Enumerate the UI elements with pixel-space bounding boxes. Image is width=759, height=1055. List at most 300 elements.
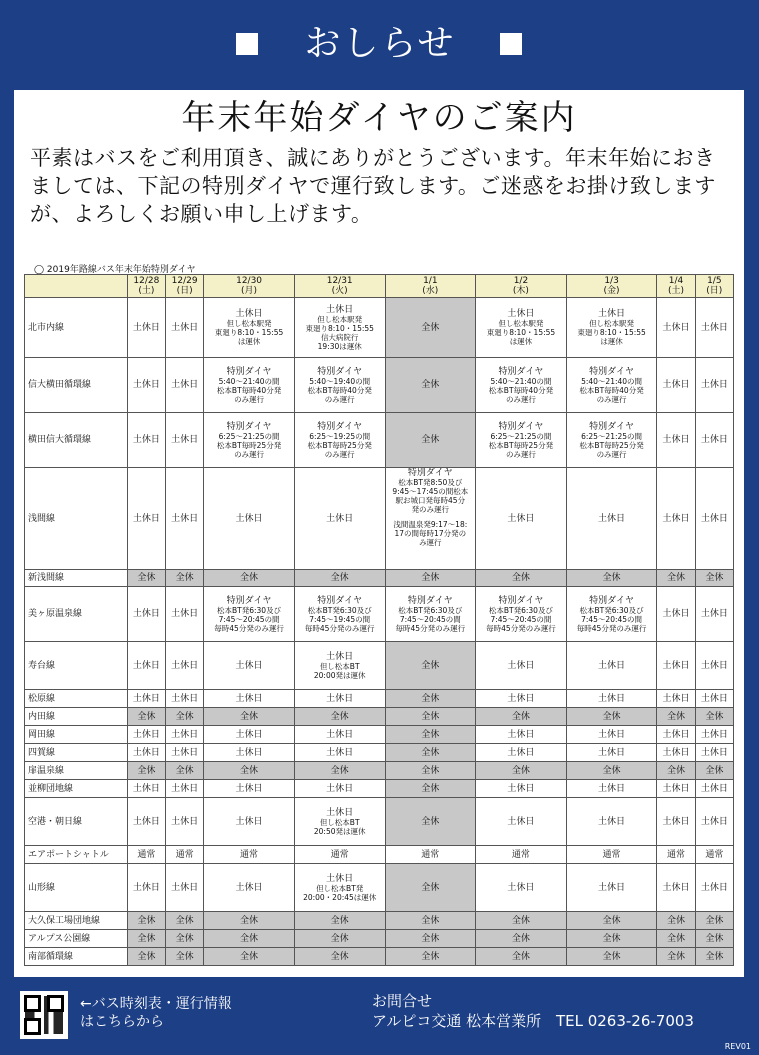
route-name: 岡田線 [25,726,128,744]
schedule-cell [204,948,295,966]
cell-text: 土休日 [235,816,263,827]
route-name: 寿台線 [25,642,128,690]
schedule-cell [127,846,165,864]
cell-text: 但し松本BT [319,661,360,671]
cell-text: 松本BT毎時40分発 [488,385,554,395]
schedule-cell [165,298,203,358]
cell-text: 6:25～21:25の間 [218,431,280,441]
schedule-cell [165,780,203,798]
cell-text: 全休 [137,711,156,722]
route-name: 新浅間線 [25,570,128,587]
cell-text: 駅お城口発毎時45分 [395,496,466,505]
schedule-cell [657,298,695,358]
schedule-cell [204,846,295,864]
cell-text: 全休 [421,573,440,583]
schedule-cell [127,744,165,762]
route-name: エアポートシャトル [25,846,128,864]
cell-text: 土休日 [507,309,535,319]
schedule-cell [165,690,203,708]
schedule-cell [385,570,476,587]
route-name: 美ヶ原温泉線 [25,587,128,642]
cell-text: 土休日 [507,729,535,740]
schedule-cell [127,690,165,708]
schedule-cell [294,570,385,587]
table-row [25,864,734,912]
cell-text: 全休 [330,765,349,776]
cell-text: 松本BT毎時40分発 [216,385,282,395]
cell-text: 全休 [330,573,349,583]
cell-text: 土休日 [662,729,690,740]
schedule-cell [165,413,203,468]
schedule-cell [695,642,733,690]
schedule-cell [127,948,165,966]
cell-text: 土休日 [171,322,199,333]
cell-text: 全休 [330,951,349,962]
cell-text: 通常 [421,849,440,860]
cell-text: 特別ダイヤ [226,366,272,377]
cell-text: 松本BT毎時25分発 [216,440,282,450]
schedule-cell [204,780,295,798]
schedule-cell [127,570,165,587]
schedule-cell [127,642,165,690]
date-header [127,275,165,298]
table-row [25,690,734,708]
schedule-cell [204,690,295,708]
cell-text: 但し松本BT発 [316,883,364,893]
cell-text: 土休日 [132,882,160,893]
cell-text: 松本BT発6:30及び [579,605,644,615]
cell-text: 土休日 [326,747,354,758]
cell-text: 全休 [240,915,259,926]
cell-text: 土休日 [598,309,626,319]
cell-text: 土休日 [132,729,160,740]
schedule-cell [204,468,295,570]
cell-text: 土休日 [598,882,626,893]
cell-text: 特別ダイヤ [498,366,544,377]
qr-code-icon[interactable] [20,991,68,1039]
date-label: 1/4 [668,276,684,286]
cell-text: 全休 [421,660,440,671]
cell-text: 5:40～21:40の間 [490,376,552,386]
schedule-cell [566,587,657,642]
cell-text: 土休日 [598,693,626,704]
cell-text: 土休日 [326,693,354,704]
cell-text: 土休日 [700,729,728,740]
weekday-label: (火) [331,286,348,296]
cell-text: 土休日 [132,609,160,619]
schedule-cell [294,642,385,690]
cell-text: 土休日 [132,693,160,704]
cell-text: 通常 [137,849,156,860]
cell-text: のみ運行 [596,394,627,404]
cell-text: 但し松本駅発 [226,319,272,328]
cell-text: 土休日 [171,816,199,827]
date-header [476,275,567,298]
schedule-cell [127,762,165,780]
schedule-cell [695,570,733,587]
route-name: 内田線 [25,708,128,726]
schedule-cell [657,948,695,966]
notice-panel [14,90,744,977]
cell-text: 通常 [602,849,621,860]
weekday-label: (木) [512,286,529,296]
schedule-cell [566,912,657,930]
date-header [657,275,695,298]
cell-text: 東廻り8:10・15:55 [305,323,374,333]
weekday-label: (水) [422,286,439,296]
table-row [25,780,734,798]
schedule-cell [294,948,385,966]
schedule-cell [657,468,695,570]
cell-text: 土休日 [662,882,690,893]
cell-text: 土休日 [700,783,728,794]
cell-text: 全休 [421,765,440,776]
schedule-cell [165,708,203,726]
cell-text: 全休 [137,573,156,583]
table-row [25,587,734,642]
schedule-cell [566,570,657,587]
cell-text: 松本BT発6:30及び [217,605,282,615]
cell-text: 全休 [602,915,621,926]
cell-text: 特別ダイヤ [226,421,272,432]
schedule-cell [657,744,695,762]
schedule-cell [204,413,295,468]
schedule-cell [165,912,203,930]
cell-text: 土休日 [326,513,354,524]
table-caption: ◯ 2019年路線バス年末年始特別ダイヤ [34,265,196,275]
cell-text: 全休 [175,915,194,926]
schedule-cell [204,912,295,930]
cell-text: 全休 [705,765,724,776]
schedule-cell [695,587,733,642]
cell-text: 全休 [240,933,259,944]
cell-text: 土休日 [507,660,535,671]
schedule-cell [385,642,476,690]
table-row [25,708,734,726]
schedule-cell [476,912,567,930]
route-name: 横田信大循環線 [25,413,128,468]
cell-text: 土休日 [700,322,728,333]
schedule-cell [566,930,657,948]
cell-text: 土休日 [171,747,199,758]
contact-label: お問合せ [372,992,433,1010]
cell-text: 特別ダイヤ [317,421,363,432]
cell-text: 発のみ運行 [411,505,450,514]
schedule-cell [385,744,476,762]
schedule-cell [385,358,476,413]
cell-text: 土休日 [171,693,199,704]
cell-text: 土休日 [132,322,160,333]
cell-text: 特別ダイヤ [498,421,544,432]
cell-text: 全休 [421,322,440,333]
cell-text: 全休 [705,573,724,583]
schedule-cell [127,726,165,744]
cell-text: 土休日 [326,807,354,818]
schedule-cell [385,468,476,570]
schedule-cell [476,413,567,468]
schedule-cell [294,708,385,726]
schedule-cell [204,642,295,690]
schedule-cell [566,690,657,708]
cell-text: 全休 [667,711,686,722]
cell-text: 土休日 [662,693,690,704]
weekday-label: (土) [138,286,155,296]
cell-text: 土休日 [662,609,690,619]
date-header [385,275,476,298]
schedule-cell [657,846,695,864]
schedule-cell [204,744,295,762]
schedule-cell [165,570,203,587]
cell-text: 信大病院行 [320,332,359,342]
schedule-cell [566,762,657,780]
cell-text: 全休 [330,933,349,944]
date-header [165,275,203,298]
schedule-cell [476,930,567,948]
cell-text: 土休日 [171,435,199,445]
cell-text: 松本BT毎時40分発 [579,385,644,395]
cell-text: 松本BT発8:50及び [398,478,463,487]
cell-text: 通常 [330,849,349,860]
weekday-label: (日) [176,286,193,296]
cell-text: 7:45～20:45の間 [581,614,643,624]
cell-text: 全休 [421,380,440,390]
schedule-cell [476,762,567,780]
cell-text: 全休 [705,711,724,722]
cell-text: 土休日 [132,816,160,827]
schedule-cell [385,298,476,358]
cell-text: 通常 [667,849,686,860]
contact-info [372,991,694,1031]
cell-text: 土休日 [598,513,626,524]
schedule-cell [294,413,385,468]
schedule-cell [695,948,733,966]
schedule-cell [695,413,733,468]
cell-text: 土休日 [662,380,690,390]
schedule-cell [204,570,295,587]
cell-text: 特別ダイヤ [589,421,634,432]
schedule-cell [566,642,657,690]
schedule-cell [695,708,733,726]
route-name: 大久保工場団地線 [25,912,128,930]
cell-text: のみ運行 [234,449,265,459]
date-label: 12/30 [236,276,263,286]
cell-text: 土休日 [235,882,263,893]
timetable-link[interactable] [80,995,232,1031]
cell-text: 土休日 [598,747,626,758]
schedule-cell [657,726,695,744]
date-header [294,275,385,298]
schedule-cell [294,298,385,358]
schedule-cell [695,744,733,762]
cell-text: 土休日 [662,322,690,333]
cell-text: 土休日 [507,513,535,524]
cell-text: 土休日 [507,882,535,893]
cell-text: 7:45～20:45の間 [399,614,461,624]
cell-text: 土休日 [171,609,199,619]
cell-text: 全休 [421,747,440,758]
cell-text: 毎時45分発のみ運行 [486,623,556,633]
schedule-cell [204,358,295,413]
schedule-cell [294,762,385,780]
cell-text: 全休 [175,933,194,944]
weekday-label: (土) [667,286,685,296]
cell-text: 土休日 [235,660,263,671]
cell-text: 毎時45分発のみ運行 [214,623,284,633]
schedule-cell [385,690,476,708]
cell-text: 松本BT毎時25分発 [488,440,554,450]
notice-intro: 平素はバスをご利用頂き、誠にありがとうございます。年末年始におきましては、下記の特別ダイヤで運行致します。ご迷惑をお掛け致しますが、よろしくお願い申し上げます。 [30,146,716,226]
cell-text: 9:45～17:45の間松本 [392,487,469,496]
route-name: 空港・朝日線 [25,798,128,846]
schedule-cell [476,358,567,413]
cell-text: のみ運行 [596,449,627,459]
schedule-cell [165,798,203,846]
cell-text: 土休日 [700,513,728,524]
cell-text: 土休日 [326,304,354,315]
cell-text: 松本BT発6:30及び [398,605,463,615]
schedule-cell [294,358,385,413]
table-row [25,642,734,690]
schedule-cell [165,744,203,762]
date-header [204,275,295,298]
schedule-cell [695,690,733,708]
schedule-cell [204,587,295,642]
cell-text: 土休日 [700,693,728,704]
revision-code: REV01 [724,1042,751,1051]
table-row [25,930,734,948]
date-label: 12/31 [326,276,353,286]
table-header-row [25,275,734,298]
route-name: 並柳団地線 [25,780,128,798]
cell-text: 土休日 [507,816,535,827]
cell-text: 毎時45分発のみ運行 [576,623,647,633]
schedule-cell [294,864,385,912]
schedule-cell [385,948,476,966]
cell-text: 土休日 [235,309,263,319]
table-row [25,798,734,846]
cell-text: 6:25～21:25の間 [490,431,552,441]
schedule-cell [476,587,567,642]
schedule-cell [657,708,695,726]
cell-text: 土休日 [171,783,199,794]
cell-text: 全休 [421,783,440,794]
schedule-cell [165,762,203,780]
schedule-cell [476,570,567,587]
cell-text: 但し松本駅発 [498,319,544,328]
cell-text: 全休 [240,711,259,722]
schedule-cell [695,798,733,846]
cell-text: 全休 [667,933,686,944]
cell-text: 全休 [175,951,194,962]
cell-text: 土休日 [662,435,690,445]
cell-text: 土休日 [700,747,728,758]
cell-text: 土休日 [662,783,690,794]
schedule-cell [165,358,203,413]
cell-text: 全休 [421,882,440,893]
cell-text: 7:45～19:45の間 [309,614,371,624]
cell-text: 土休日 [700,609,728,619]
cell-text: 全休 [705,915,724,926]
schedule-cell [566,358,657,413]
cell-text: 但し松本駅発 [589,319,635,328]
date-label: 1/5 [707,276,722,286]
route-name: 扉温泉線 [25,762,128,780]
cell-text: 但し松本BT [319,817,360,827]
cell-text: 全休 [511,711,530,722]
cell-text: 土休日 [700,435,728,445]
cell-text: のみ運行 [505,449,536,459]
schedule-cell [385,846,476,864]
cell-text: 全休 [137,951,156,962]
cell-text: 但し松本駅発 [317,314,363,324]
cell-text: 通常 [511,849,530,860]
schedule-cell [657,358,695,413]
schedule-cell [476,948,567,966]
schedule-cell [657,570,695,587]
schedule-cell [476,726,567,744]
cell-text: 土休日 [132,660,160,671]
schedule-cell [165,726,203,744]
cell-text: 土休日 [598,729,626,740]
cell-text: 特別ダイヤ [317,595,363,606]
schedule-cell [566,708,657,726]
schedule-cell [695,726,733,744]
schedule-cell [165,846,203,864]
schedule-cell [294,468,385,570]
schedule-cell [204,930,295,948]
square-icon [236,33,258,55]
cell-text: 土休日 [700,882,728,893]
cell-text: 土休日 [132,435,160,445]
cell-text: 特別ダイヤ [226,595,272,606]
cell-text: 土休日 [326,783,354,794]
schedule-cell [657,864,695,912]
table-row [25,912,734,930]
schedule-cell [657,642,695,690]
cell-text: 土休日 [326,873,354,884]
cell-text: 通常 [705,849,724,860]
cell-text: 全休 [240,951,259,962]
cell-text: 土休日 [598,816,626,827]
cell-text: 全休 [602,933,621,944]
route-name: 四賀線 [25,744,128,762]
cell-text: 全休 [330,711,349,722]
contact-tel: TEL 0263-26-7003 [555,1012,694,1030]
schedule-cell [127,930,165,948]
notice-title: 年末年始ダイヤのご案内 [181,98,577,138]
weekday-label: (月) [241,286,258,296]
cell-text: 土休日 [235,693,263,704]
schedule-cell [127,468,165,570]
cell-text: 20:50発は運休 [313,826,366,836]
cell-text: のみ運行 [324,394,355,404]
notice-header [0,0,759,90]
schedule-cell [127,298,165,358]
cell-text: 土休日 [132,513,160,524]
cell-text: 浅間温泉発9:17～18: [393,520,468,529]
route-name: 信大横田循環線 [25,358,128,413]
cell-text: 全休 [421,711,440,722]
schedule-cell [657,780,695,798]
cell-text: 東廻り8:10・15:55 [214,328,284,337]
schedule-cell [165,930,203,948]
schedule-cell [204,798,295,846]
schedule-cell [566,864,657,912]
table-row [25,948,734,966]
schedule-cell [385,780,476,798]
cell-text: 松本BT毎時25分発 [307,440,372,450]
cell-text: は運休 [509,337,533,346]
